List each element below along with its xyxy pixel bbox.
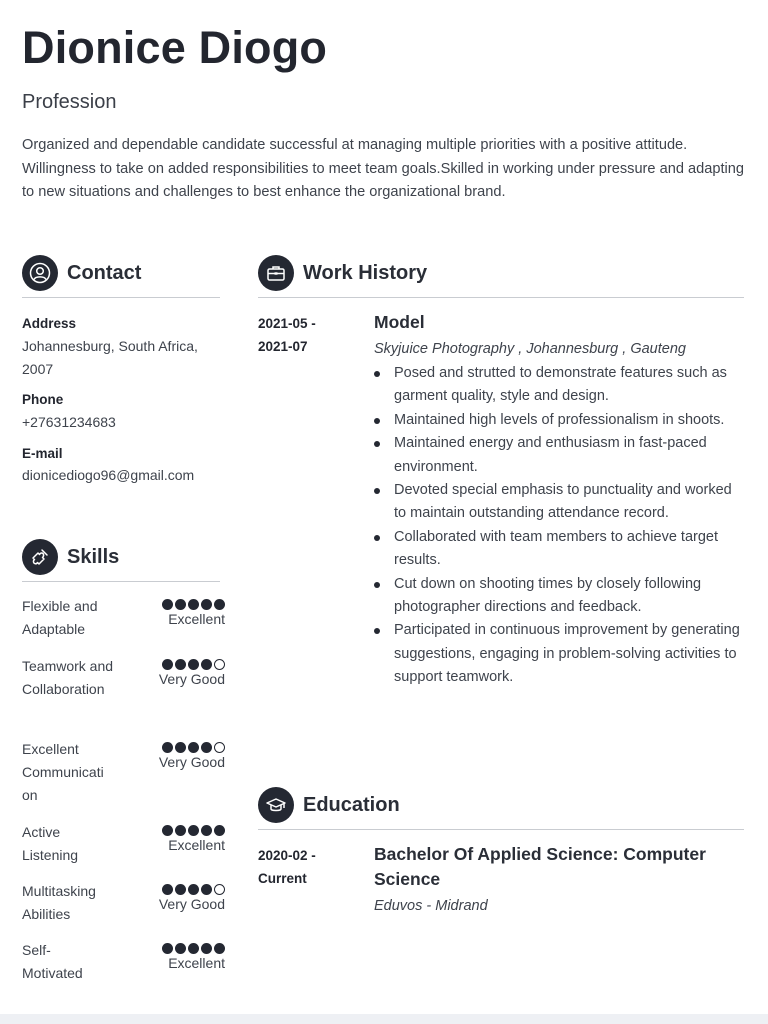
- skill-rating: [162, 821, 225, 853]
- rating-dot-filled: [201, 825, 212, 836]
- rating-label: Excellent: [168, 837, 225, 853]
- education-degree: Bachelor Of Applied Science: Computer Science: [374, 844, 706, 889]
- rating-dot-filled: [188, 943, 199, 954]
- rating-dots: [159, 659, 225, 670]
- skill-name: Self-Motivated: [22, 942, 83, 981]
- contact-title: Contact: [67, 261, 142, 284]
- skills-title: Skills: [67, 545, 120, 568]
- rating-dots: [159, 742, 225, 753]
- rating-dot-filled: [162, 943, 173, 954]
- email-value: dionicediogo96@gmail.com: [22, 467, 195, 483]
- job-date-start: 2021-05 -: [258, 316, 316, 331]
- address-label: Address: [22, 316, 77, 331]
- summary-text: Organized and dependable candidate successful at managing multiple priorities with a positive attitude. Willingness to take on added responsibilities to meet team goals.Skilled in working under pressure and adapting to new situations and challenges to best enhance the organizational brand.: [22, 137, 744, 200]
- rating-dot-filled: [175, 884, 186, 895]
- email-label: E-mail: [22, 446, 63, 461]
- skill-name: Active Listening: [22, 824, 79, 863]
- education-section-header: [258, 787, 744, 830]
- list-item: Maintained high levels of professionalism in shoots.: [374, 409, 746, 432]
- rating-dot-filled: [162, 825, 173, 836]
- skill-item: [22, 880, 225, 926]
- rating-dots: [162, 943, 225, 954]
- list-item: Devoted special emphasis to punctuality and worked to maintain outstanding attendance record.: [374, 479, 746, 526]
- job-date-end: 2021-07: [258, 339, 308, 354]
- rating-dot-filled: [175, 825, 186, 836]
- address-value: Johannesburg, South Africa, 2007: [22, 338, 198, 377]
- rating-dot-filled: [188, 884, 199, 895]
- skill-rating: [162, 595, 225, 627]
- rating-dot-filled: [188, 825, 199, 836]
- skill-item: [22, 655, 225, 701]
- education-title: Education: [303, 793, 400, 816]
- rating-dot-filled: [214, 943, 225, 954]
- rating-dot-filled: [201, 943, 212, 954]
- skill-name: Excellent Communicati on: [22, 741, 104, 803]
- graduation-cap-icon: [258, 787, 294, 823]
- education-date-end: Current: [258, 871, 307, 886]
- work-history-title: Work History: [303, 261, 428, 284]
- rating-label: Very Good: [158, 671, 225, 687]
- rating-dot-empty: [214, 742, 225, 753]
- rating-dot-filled: [201, 599, 212, 610]
- candidate-name: Dionice Diogo: [22, 22, 328, 73]
- skill-item: [22, 821, 225, 867]
- rating-dot-filled: [175, 742, 186, 753]
- list-item: Posed and strutted to demonstrate features such as garment quality, style and design.: [374, 362, 746, 409]
- skill-rating: [159, 880, 225, 912]
- phone-label: Phone: [22, 392, 64, 407]
- rating-dot-filled: [188, 599, 199, 610]
- skill-rating: [159, 655, 225, 687]
- skill-name: Flexible and Adaptable: [22, 598, 98, 637]
- rating-dot-filled: [162, 659, 173, 670]
- profession-title: Profession: [22, 91, 117, 113]
- skill-name: Teamwork and Collaboration: [22, 658, 114, 697]
- list-item: Maintained energy and enthusiasm in fast-paced environment.: [374, 432, 746, 479]
- skill-item: [22, 939, 225, 985]
- rating-dot-filled: [214, 599, 225, 610]
- contact-section-header: [22, 255, 220, 298]
- skill-item: [22, 738, 225, 807]
- phone-value: +27631234683: [22, 414, 116, 430]
- job-company: Skyjuice Photography , Johannesburg , Gauteng: [374, 341, 686, 357]
- rating-dot-filled: [162, 884, 173, 895]
- rating-label: Very Good: [158, 754, 225, 770]
- rating-dot-filled: [175, 659, 186, 670]
- skill-name: Multitasking Abilities: [22, 883, 96, 922]
- puzzle-icon: [22, 539, 58, 575]
- job-bullet-list: [374, 362, 746, 690]
- rating-dot-filled: [188, 659, 199, 670]
- rating-label: Excellent: [168, 955, 225, 971]
- list-item: Collaborated with team members to achieve target results.: [374, 526, 746, 573]
- rating-dot-filled: [201, 884, 212, 895]
- rating-label: Excellent: [168, 611, 225, 627]
- rating-dot-empty: [214, 884, 225, 895]
- page-bottom-strip: [0, 1014, 768, 1024]
- list-item: Participated in continuous improvement by generating suggestions, engaging in problem-solving activities to support teamwork.: [374, 619, 746, 689]
- person-icon: [22, 255, 58, 291]
- list-item: Cut down on shooting times by closely following photographer directions and feedback.: [374, 573, 746, 620]
- rating-dot-filled: [162, 742, 173, 753]
- rating-dot-filled: [188, 742, 199, 753]
- rating-dot-empty: [214, 659, 225, 670]
- skill-rating: [159, 738, 225, 770]
- rating-label: Very Good: [158, 896, 225, 912]
- rating-dot-filled: [214, 825, 225, 836]
- rating-dot-filled: [175, 599, 186, 610]
- rating-dot-filled: [201, 659, 212, 670]
- job-title: Model: [374, 312, 425, 332]
- briefcase-icon: [258, 255, 294, 291]
- work-history-section-header: [258, 255, 744, 298]
- rating-dots: [159, 884, 225, 895]
- rating-dots: [162, 825, 225, 836]
- rating-dot-filled: [175, 943, 186, 954]
- skill-item: [22, 595, 225, 641]
- rating-dot-filled: [201, 742, 212, 753]
- skills-section-header: [22, 539, 220, 582]
- rating-dot-filled: [162, 599, 173, 610]
- skill-rating: [162, 939, 225, 971]
- education-date-start: 2020-02 -: [258, 848, 316, 863]
- rating-dots: [162, 599, 225, 610]
- education-school: Eduvos - Midrand: [374, 898, 488, 914]
